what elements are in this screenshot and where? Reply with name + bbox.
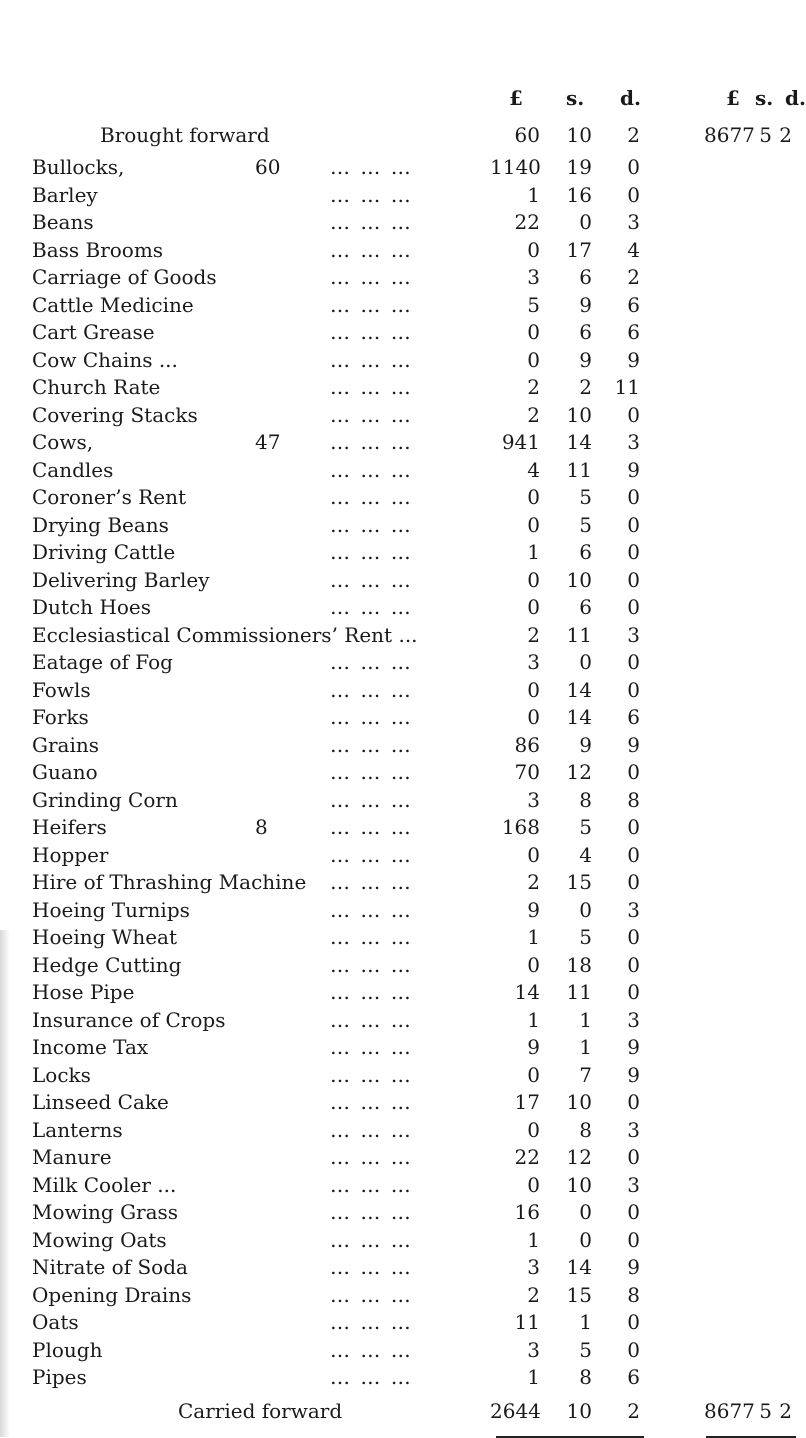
ledger-row: [0, 592, 801, 622]
amount-pence: 0: [627, 760, 640, 784]
dot-leader: … … …: [330, 1117, 413, 1142]
ledger-row: [0, 537, 801, 567]
item-label: Heifers: [32, 815, 107, 839]
dot-leader: … … …: [330, 1090, 413, 1114]
amount-shillings: 10: [566, 123, 592, 147]
item-label: Cart Grease: [32, 320, 155, 344]
amount-pence: 0: [627, 952, 640, 977]
amount-shillings: 6: [579, 320, 592, 344]
amount-pounds: 22: [514, 1145, 540, 1169]
total-shillings: 5: [759, 123, 772, 147]
amount-pounds: 1: [527, 1227, 540, 1252]
amount-pence: 3: [627, 210, 640, 234]
item-label: Mowing Oats: [32, 1227, 167, 1252]
ledger-row: [0, 1197, 801, 1227]
amount-pounds: 1: [527, 1007, 540, 1032]
item-label: Bullocks,: [32, 155, 125, 179]
item-label: Locks: [32, 1062, 91, 1087]
ledger-row: [0, 1252, 801, 1282]
ledger-row: [0, 730, 801, 760]
amount-pence: 0: [627, 815, 640, 839]
dot-leader: … … …: [330, 182, 413, 207]
item-label: Milk Cooler ...: [32, 1172, 177, 1197]
dot-leader: … … …: [330, 1007, 413, 1032]
ledger-row: [0, 400, 801, 430]
ledger-row: [0, 427, 801, 457]
item-label: Cow Chains ...: [32, 347, 178, 372]
item-label: Driving Cattle: [32, 540, 176, 564]
item-quantity: 60: [255, 155, 281, 179]
amount-pence: 3: [627, 1117, 640, 1142]
amount-shillings: 14: [566, 677, 592, 702]
dot-leader: … … …: [330, 705, 413, 729]
amount-pence: 0: [627, 650, 640, 674]
ledger-row: [0, 1225, 801, 1255]
carried-forward-label: Carried forward: [178, 1398, 343, 1423]
ledger-row: [0, 812, 801, 842]
item-label: Hoeing Turnips: [32, 897, 190, 922]
dot-leader: … … …: [330, 980, 413, 1004]
amount-pence: 0: [627, 402, 640, 427]
amount-pence: 0: [627, 485, 640, 509]
amount-pence: 6: [627, 1365, 640, 1389]
dot-leader: … … …: [330, 457, 413, 482]
amount-shillings: 1: [579, 1007, 592, 1032]
amount-pence: 0: [627, 980, 640, 1004]
dot-leader: … … …: [330, 292, 413, 317]
item-label: Eatage of Fog: [32, 650, 173, 674]
dot-leader: … … …: [330, 1365, 413, 1389]
amount-pence: 6: [627, 292, 640, 317]
amount-pounds: 0: [527, 567, 540, 592]
amount-shillings: 9: [579, 347, 592, 372]
amount-pence: 0: [627, 595, 640, 619]
amount-shillings: 5: [579, 485, 592, 509]
amount-shillings: 16: [566, 182, 592, 207]
amount-pence: 0: [627, 870, 640, 894]
amount-shillings: 15: [566, 1282, 592, 1307]
amount-pence: 0: [627, 1145, 640, 1169]
amount-shillings: 10: [566, 1090, 592, 1114]
amount-shillings: 10: [566, 1398, 592, 1423]
amount-pence: 9: [627, 732, 640, 757]
item-label: Fowls: [32, 677, 91, 702]
ledger-row: [0, 345, 801, 375]
amount-pence: 4: [627, 237, 640, 262]
ledger-row: [0, 152, 801, 182]
dot-leader: … … …: [330, 595, 413, 619]
header-total-pounds: £: [726, 86, 740, 110]
amount-pounds: 11: [514, 1310, 540, 1334]
amount-shillings: 9: [579, 292, 592, 317]
amount-pounds: 22: [514, 210, 540, 234]
amount-pence: 0: [627, 512, 640, 537]
amount-pounds: 2: [527, 870, 540, 894]
amount-pence: 6: [627, 705, 640, 729]
dot-leader: … … …: [330, 512, 413, 537]
item-label: Hoeing Wheat: [32, 925, 177, 949]
dot-leader: … … …: [330, 897, 413, 922]
total-pounds: 8677: [704, 123, 755, 147]
amount-shillings: 8: [579, 1365, 592, 1389]
amount-pounds: 1: [527, 1365, 540, 1389]
item-label: Grains: [32, 732, 100, 757]
amount-pounds: 5: [527, 292, 540, 317]
item-label: Hopper: [32, 842, 109, 867]
amount-shillings: 12: [566, 760, 592, 784]
amount-pence: 0: [627, 677, 640, 702]
header-shillings: s.: [566, 86, 585, 110]
amount-shillings: 11: [566, 457, 592, 482]
amount-shillings: 8: [579, 787, 592, 812]
item-label: Linseed Cake: [32, 1090, 169, 1114]
amount-pence: 8: [627, 787, 640, 812]
amount-pounds: 0: [527, 485, 540, 509]
dot-leader: … … …: [330, 347, 413, 372]
amount-shillings: 6: [579, 540, 592, 564]
amount-pounds: 86: [514, 732, 540, 757]
amount-pence: 0: [627, 842, 640, 867]
amount-shillings: 18: [566, 952, 592, 977]
dot-leader: … … …: [330, 1035, 413, 1059]
ledger-row: [0, 1115, 801, 1145]
ledger-row: [0, 262, 801, 292]
brought-forward-row: [0, 120, 801, 150]
amount-shillings: 8: [579, 1117, 592, 1142]
ledger-row: [0, 950, 801, 980]
amount-pence: 3: [627, 897, 640, 922]
item-label: Grinding Corn: [32, 787, 178, 812]
dot-leader: … … …: [330, 1062, 413, 1087]
ledger-row: [0, 785, 801, 815]
dot-leader: … … …: [330, 237, 413, 262]
item-label: Hedge Cutting: [32, 952, 182, 977]
dot-leader: … … …: [330, 210, 413, 234]
amount-shillings: 4: [579, 842, 592, 867]
item-label: Nitrate of Soda: [32, 1255, 188, 1279]
ledger-row: [0, 1362, 801, 1392]
dot-leader: … … …: [330, 760, 413, 784]
dot-leader: … … …: [330, 265, 413, 289]
item-label: Delivering Barley: [32, 567, 210, 592]
item-quantity: 47: [255, 430, 281, 454]
item-label: Drying Beans: [32, 512, 169, 537]
amount-pounds: 9: [527, 897, 540, 922]
amount-pence: 9: [627, 347, 640, 372]
dot-leader: … … …: [330, 485, 413, 509]
ledger-row: [0, 565, 801, 595]
amount-shillings: 0: [579, 1227, 592, 1252]
amount-pounds: 1: [527, 182, 540, 207]
amount-pence: 0: [627, 1200, 640, 1224]
dot-leader: … … …: [330, 430, 413, 454]
dot-leader: … … …: [330, 787, 413, 812]
amount-pence: 9: [627, 1255, 640, 1279]
header-pounds: £: [509, 86, 523, 110]
ledger-row: [0, 647, 801, 677]
ledger-row: [0, 620, 801, 650]
dot-leader: … … …: [330, 1310, 413, 1334]
ledger-row: [0, 180, 801, 210]
total-pence: 2: [779, 123, 792, 147]
item-label: Income Tax: [32, 1035, 149, 1059]
item-label: Oats: [32, 1310, 79, 1334]
amount-shillings: 5: [579, 925, 592, 949]
header-pence: d.: [620, 86, 641, 110]
item-label: Guano: [32, 760, 98, 784]
carried-forward-row: [0, 1396, 801, 1426]
item-label: Lanterns: [32, 1117, 123, 1142]
item-label: Ecclesiastical Commissioners’ Rent ...: [32, 622, 418, 647]
ledger-row: [0, 867, 801, 897]
amount-shillings: 5: [579, 815, 592, 839]
ledger-row: [0, 1280, 801, 1310]
amount-pence: 0: [627, 1227, 640, 1252]
ledger-row: [0, 317, 801, 347]
item-label: Plough: [32, 1337, 103, 1362]
ledger-row: [0, 757, 801, 787]
amount-shillings: 17: [566, 237, 592, 262]
amount-shillings: 2: [579, 375, 592, 399]
amount-pence: 2: [627, 123, 640, 147]
amount-pounds: 3: [527, 787, 540, 812]
ledger-row: [0, 372, 801, 402]
amount-shillings: 0: [579, 210, 592, 234]
item-label: Church Rate: [32, 375, 161, 399]
amount-pence: 2: [627, 1398, 640, 1423]
item-label: Mowing Grass: [32, 1200, 179, 1224]
amount-shillings: 11: [566, 622, 592, 647]
amount-pounds: 0: [527, 320, 540, 344]
item-label: Opening Drains: [32, 1282, 192, 1307]
amount-shillings: 5: [579, 1337, 592, 1362]
dot-leader: … … …: [330, 925, 413, 949]
amount-pounds: 0: [527, 1172, 540, 1197]
amount-shillings: 0: [579, 1200, 592, 1224]
amount-pence: 8: [627, 1282, 640, 1307]
amount-shillings: 1: [579, 1310, 592, 1334]
item-label: Beans: [32, 210, 94, 234]
dot-leader: … … …: [330, 1145, 413, 1169]
amount-pence: 0: [627, 925, 640, 949]
ledger-row: [0, 455, 801, 485]
amount-pence: 0: [627, 540, 640, 564]
dot-leader: … … …: [330, 815, 413, 839]
amount-shillings: 6: [579, 265, 592, 289]
amount-pounds: 60: [514, 123, 540, 147]
amount-pounds: 1140: [490, 155, 541, 179]
dot-leader: … … …: [330, 650, 413, 674]
item-label: Dutch Hoes: [32, 595, 151, 619]
amount-shillings: 6: [579, 595, 592, 619]
amount-pounds: 1: [527, 925, 540, 949]
ledger-row: [0, 895, 801, 925]
amount-pounds: 14: [514, 980, 540, 1004]
amount-shillings: 14: [566, 430, 592, 454]
item-label: Candles: [32, 457, 114, 482]
item-label: Barley: [32, 182, 98, 207]
amount-pence: 0: [627, 182, 640, 207]
amount-pence: 0: [627, 1090, 640, 1114]
ledger-row: [0, 235, 801, 265]
dot-leader: … … …: [330, 732, 413, 757]
amount-pounds: 0: [527, 952, 540, 977]
amount-shillings: 14: [566, 705, 592, 729]
amount-pence: 2: [627, 265, 640, 289]
amount-pounds: 1: [527, 540, 540, 564]
item-label: Manure: [32, 1145, 112, 1169]
ledger-row: [0, 977, 801, 1007]
dot-leader: … … …: [330, 375, 413, 399]
ledger-row: [0, 675, 801, 705]
amount-shillings: 9: [579, 732, 592, 757]
amount-pence: 0: [627, 1310, 640, 1334]
dot-leader: … … …: [330, 1337, 413, 1362]
ledger-row: [0, 702, 801, 732]
ledger-row: [0, 840, 801, 870]
amount-pence: 3: [627, 430, 640, 454]
ledger-row: [0, 1032, 801, 1062]
amount-pounds: 168: [501, 815, 540, 839]
amount-pounds: 16: [514, 1200, 540, 1224]
amount-shillings: 15: [566, 870, 592, 894]
item-label: Carriage of Goods: [32, 265, 217, 289]
dot-leader: … … …: [330, 540, 413, 564]
item-label: Cows,: [32, 430, 94, 454]
item-label: Hire of Thrashing Machine: [32, 870, 307, 894]
item-label: Bass Brooms: [32, 237, 164, 262]
ledger-row: [0, 1087, 801, 1117]
amount-shillings: 10: [566, 1172, 592, 1197]
amount-pence: 0: [627, 1337, 640, 1362]
total-shillings: 5: [759, 1398, 772, 1423]
ledger-row: [0, 1307, 801, 1337]
dot-leader: … … …: [330, 677, 413, 702]
dot-leader: … … …: [330, 1172, 413, 1197]
amount-pounds: 2: [527, 402, 540, 427]
amount-pounds: 0: [527, 512, 540, 537]
dot-leader: … … …: [330, 320, 413, 344]
amount-pounds: 3: [527, 265, 540, 289]
amount-pence: 0: [627, 567, 640, 592]
amount-pounds: 0: [527, 237, 540, 262]
amount-pence: 9: [627, 1035, 640, 1059]
amount-pounds: 4: [527, 457, 540, 482]
amount-shillings: 10: [566, 402, 592, 427]
amount-shillings: 7: [579, 1062, 592, 1087]
item-label: Insurance of Crops: [32, 1007, 226, 1032]
ledger-row: [0, 1335, 801, 1365]
amount-pounds: 0: [527, 842, 540, 867]
ledger-row: [0, 1060, 801, 1090]
header-total-pence: d.: [785, 86, 806, 110]
item-label: Hose Pipe: [32, 980, 135, 1004]
amount-shillings: 11: [566, 980, 592, 1004]
dot-leader: … … …: [330, 1200, 413, 1224]
amount-pence: 0: [627, 155, 640, 179]
dot-leader: … … …: [330, 1227, 413, 1252]
dot-leader: … … …: [330, 155, 413, 179]
amount-pence: 6: [627, 320, 640, 344]
ledger-row: [0, 1170, 801, 1200]
dot-leader: … … …: [330, 842, 413, 867]
amount-pence: 3: [627, 622, 640, 647]
total-pounds: 8677: [704, 1398, 755, 1423]
dot-leader: … … …: [330, 952, 413, 977]
ledger-row: [0, 1142, 801, 1172]
amount-pounds: 0: [527, 1062, 540, 1087]
item-label: Pipes: [32, 1365, 87, 1389]
dot-leader: … … …: [330, 402, 413, 427]
ledger-row: [0, 482, 801, 512]
amount-pounds: 3: [527, 1337, 540, 1362]
amount-pounds: 70: [514, 760, 540, 784]
dot-leader: … … …: [330, 1255, 413, 1279]
amount-pounds: 2: [527, 375, 540, 399]
amount-shillings: 14: [566, 1255, 592, 1279]
amount-pounds: 0: [527, 1117, 540, 1142]
dot-leader: … … …: [330, 870, 413, 894]
amount-pence: 3: [627, 1172, 640, 1197]
amount-pounds: 0: [527, 677, 540, 702]
amount-shillings: 12: [566, 1145, 592, 1169]
amount-pounds: 3: [527, 650, 540, 674]
amount-shillings: 0: [579, 650, 592, 674]
amount-pence: 11: [614, 375, 640, 399]
amount-pounds: 0: [527, 705, 540, 729]
amount-pounds: 941: [501, 430, 540, 454]
amount-pence: 3: [627, 1007, 640, 1032]
ledger-row: [0, 922, 801, 952]
amount-pounds: 2644: [490, 1398, 541, 1423]
amount-shillings: 10: [566, 567, 592, 592]
amount-pounds: 2: [527, 1282, 540, 1307]
amount-pence: 9: [627, 457, 640, 482]
item-quantity: 8: [255, 815, 268, 839]
amount-pence: 9: [627, 1062, 640, 1087]
amount-pounds: 9: [527, 1035, 540, 1059]
item-label: Covering Stacks: [32, 402, 198, 427]
header-total-shillings: s.: [755, 86, 774, 110]
amount-pounds: 2: [527, 622, 540, 647]
total-pence: 2: [779, 1398, 792, 1423]
amount-shillings: 1: [579, 1035, 592, 1059]
ledger-row: [0, 290, 801, 320]
item-label: Coroner’s Rent: [32, 485, 187, 509]
amount-shillings: 0: [579, 897, 592, 922]
item-label: Cattle Medicine: [32, 292, 194, 317]
ledger-row: [0, 510, 801, 540]
brought-forward-label: Brought forward: [100, 123, 270, 147]
dot-leader: … … …: [330, 567, 413, 592]
amount-pounds: 17: [514, 1090, 540, 1114]
ledger-row: [0, 1005, 801, 1035]
amount-pounds: 0: [527, 595, 540, 619]
amount-pounds: 0: [527, 347, 540, 372]
amount-shillings: 5: [579, 512, 592, 537]
dot-leader: … … …: [330, 1282, 413, 1307]
item-label: Forks: [32, 705, 89, 729]
amount-pounds: 3: [527, 1255, 540, 1279]
amount-shillings: 19: [566, 155, 592, 179]
ledger-row: [0, 207, 801, 237]
